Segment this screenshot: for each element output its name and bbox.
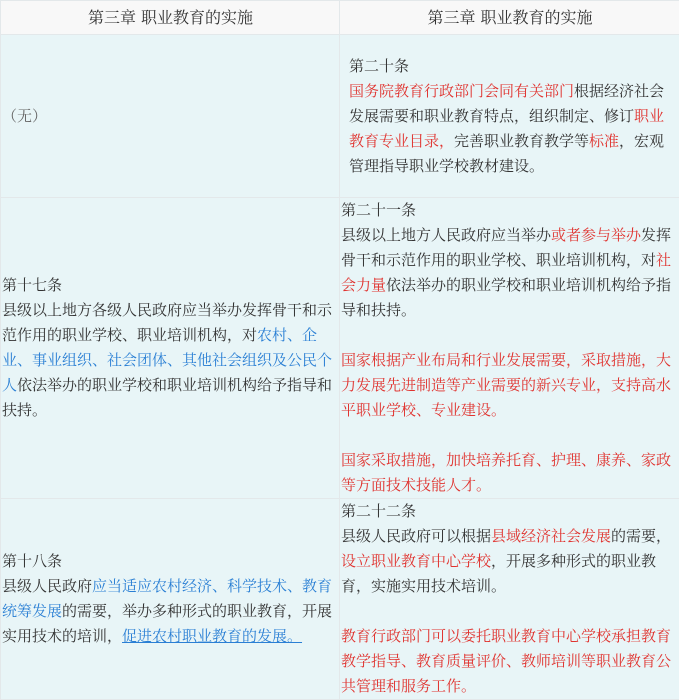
header-row bbox=[1, 1, 679, 35]
article-title: 第十八条 bbox=[2, 549, 339, 574]
article-text bbox=[341, 524, 679, 599]
article-text-added: 国家根据产业布局和行业发展需要，采取措施，大力发展先进制造等产业需要的新兴专业，支持高水平职业学校、专业建设。 bbox=[341, 348, 679, 423]
article-17-cell bbox=[1, 198, 340, 499]
text-run: 根据经济社会发展需要和职业教育特点，组织制定、修订 bbox=[349, 82, 664, 125]
text-run: 县域经济社会发展 bbox=[491, 527, 611, 545]
text-run: 的需要，举办多种形式的职业教育，开展实用技术的培训， bbox=[2, 602, 332, 645]
text-run: 完善职业教育教学等 bbox=[454, 132, 589, 150]
text-run: 社会力量 bbox=[341, 251, 671, 294]
text-run: 应当适应农村经济、科学技术、教育统筹发展 bbox=[2, 577, 332, 620]
article-text bbox=[2, 298, 339, 423]
text-run: 县级以上地方人民政府应当举办 bbox=[341, 226, 551, 244]
text-run: ，宏观管理指导职业学校教材建设。 bbox=[349, 132, 664, 175]
header-left: 第三章 职业教育的实施 bbox=[1, 1, 340, 35]
article-21-cell bbox=[340, 198, 679, 499]
text-run: 设立职业教育中心学校 bbox=[341, 552, 491, 570]
table-row bbox=[1, 198, 679, 499]
article-text bbox=[341, 223, 679, 323]
article-title: 第二十一条 bbox=[341, 198, 679, 223]
article-text bbox=[349, 79, 679, 179]
text-run: 依法举办的职业学校和职业培训机构给予指导和扶持。 bbox=[2, 376, 332, 419]
article-22-cell bbox=[340, 499, 679, 700]
article-text-added: 教育行政部门可以委托职业教育中心学校承担教育教学指导、教育质量评价、教师培训等职业教育公共管理和服务工作。 bbox=[341, 624, 679, 699]
article-18-cell bbox=[1, 499, 340, 700]
table-row bbox=[1, 499, 679, 700]
table-row bbox=[1, 35, 679, 198]
text-run: 的需要， bbox=[611, 527, 671, 545]
text-run: 发挥骨干和示范作用的职业学校、职业培训机构，对 bbox=[341, 226, 671, 269]
text-run: 标准 bbox=[589, 132, 619, 150]
text-run: 国务院教育行政部门会同有关部门 bbox=[349, 82, 574, 100]
cell-none: （无） bbox=[1, 35, 340, 198]
article-title: 第二十条 bbox=[349, 54, 679, 79]
text-run: 促进农村职业教育的发展。 bbox=[122, 627, 302, 645]
text-run: 农村、企业、事业组织、社会团体、其他社会组织及公民个人 bbox=[2, 326, 332, 394]
article-title: 第十七条 bbox=[2, 273, 339, 298]
article-text bbox=[2, 574, 339, 649]
text-run: 县级人民政府 bbox=[2, 577, 92, 595]
header-right: 第三章 职业教育的实施 bbox=[340, 1, 679, 35]
text-run: 职业教育专业目录， bbox=[349, 107, 664, 150]
text-run: ，开展多种形式的职业教育，实施实用技术培训。 bbox=[341, 552, 656, 595]
text-run: 县级以上地方各级人民政府应当举办发挥骨干和示范作用的职业学校、职业培训机构，对 bbox=[2, 301, 332, 344]
article-20-cell bbox=[340, 35, 679, 198]
text-run: 依法举办的职业学校和职业培训机构给予指导和扶持。 bbox=[341, 276, 671, 319]
article-text-added: 国家采取措施，加快培养托育、护理、康养、家政等方面技术技能人才。 bbox=[341, 448, 679, 498]
text-run: 或者参与举办 bbox=[551, 226, 641, 244]
text-run: 县级人民政府可以根据 bbox=[341, 527, 491, 545]
article-title: 第二十二条 bbox=[341, 499, 679, 524]
